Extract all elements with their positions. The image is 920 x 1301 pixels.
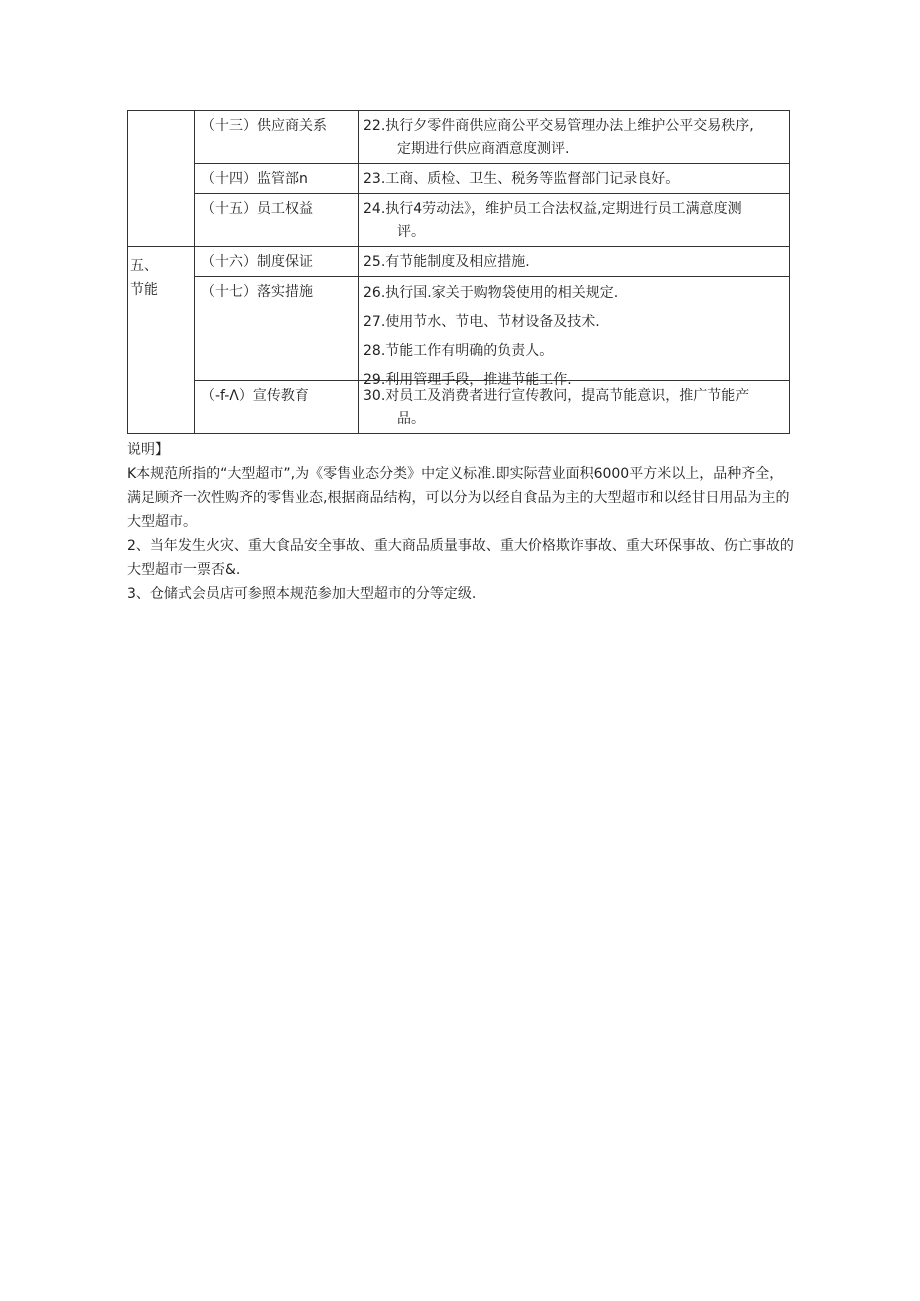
subcategory-cell	[195, 194, 359, 247]
subcategory-cell	[195, 247, 359, 277]
subcategory-cell	[195, 111, 359, 164]
table-row	[128, 194, 790, 247]
criteria-text-continued: 评。	[397, 224, 425, 240]
table-row	[128, 381, 790, 434]
table-row	[128, 111, 790, 164]
notes-heading: 说明】	[127, 442, 169, 458]
subcategory-cell	[195, 277, 359, 381]
criteria-item: 26.执行国.家关于购物袋使用的相关规定.	[363, 285, 619, 301]
criteria-text: 25.有节能制度及相应措施.	[363, 254, 530, 270]
note-item: K本规范所指的“大型超市”,为《零售业态分类》中定义标准.即实际营业面积6000平方米以上，品种齐全，满足顾齐一次性购齐的零售业态,根据商品结构，可以分为以经自食品为主的大型超市和以经甘日用品为主的大型超市。	[127, 466, 790, 530]
criteria-text-continued: 品。	[397, 411, 425, 427]
category-label-continued: 节能	[130, 282, 158, 298]
criteria-item	[361, 198, 787, 244]
criteria-cell	[359, 111, 790, 164]
subcategory-label: （十六）制度保证	[201, 254, 313, 270]
subcategory-cell	[195, 164, 359, 194]
category-cell-empty	[128, 111, 195, 247]
criteria-cell	[359, 247, 790, 277]
subcategory-label: （-f-Λ）宣传教育	[201, 388, 309, 404]
table-row	[128, 247, 790, 277]
criteria-text: 23.工商、质检、卫生、税务等监督部门记录良好。	[363, 171, 680, 187]
criteria-item: 27.使用节水、节电、节材设备及技术.	[363, 314, 600, 330]
table-row	[128, 164, 790, 194]
subcategory-label: （十四）监管部n	[201, 171, 308, 187]
criteria-text: 24.执行4劳动法》，维护员工合法权益,定期进行员工满意度测	[363, 201, 742, 217]
criteria-item-clipped: 29.利用管理手段，推进节能工作.	[363, 372, 572, 388]
subcategory-cell	[195, 381, 359, 434]
criteria-item	[361, 168, 787, 191]
note-item: 2、当年发生火灾、重大食品安全事故、重大商品质量事故、重大价格欺诈事故、重大环保事故、伤亡事故的大型超市一票否&.	[127, 538, 794, 578]
subcategory-label: （十三）供应商关系	[201, 118, 327, 134]
table-row	[128, 277, 790, 381]
criteria-item	[361, 115, 787, 161]
subcategory-label: （十七）落实措施	[201, 284, 313, 300]
criteria-cell	[359, 277, 790, 388]
criteria-text-continued: 定期进行供应商酒意度测评.	[397, 141, 570, 157]
criteria-text: 30.对员工及消费者进行宣传教问，提高节能意识，推广节能产	[363, 388, 750, 404]
note-item: 3、仓储式会员店可参照本规范参加大型超市的分等定级.	[127, 586, 477, 602]
subcategory-label: （十五）员工权益	[201, 201, 313, 217]
criteria-item	[361, 251, 787, 274]
criteria-item	[361, 385, 787, 431]
criteria-cell	[359, 194, 790, 247]
criteria-item: 28.节能工作有明确的负责人。	[363, 343, 554, 359]
standards-table	[127, 110, 790, 434]
criteria-cell	[359, 381, 790, 434]
category-label: 五、	[130, 258, 158, 274]
category-cell	[128, 247, 195, 434]
notes-section	[127, 438, 797, 606]
criteria-text: 22.执行夕零件商供应商公平交易管理办法上维护公平交易秩序,	[363, 118, 754, 134]
criteria-cell	[359, 164, 790, 194]
